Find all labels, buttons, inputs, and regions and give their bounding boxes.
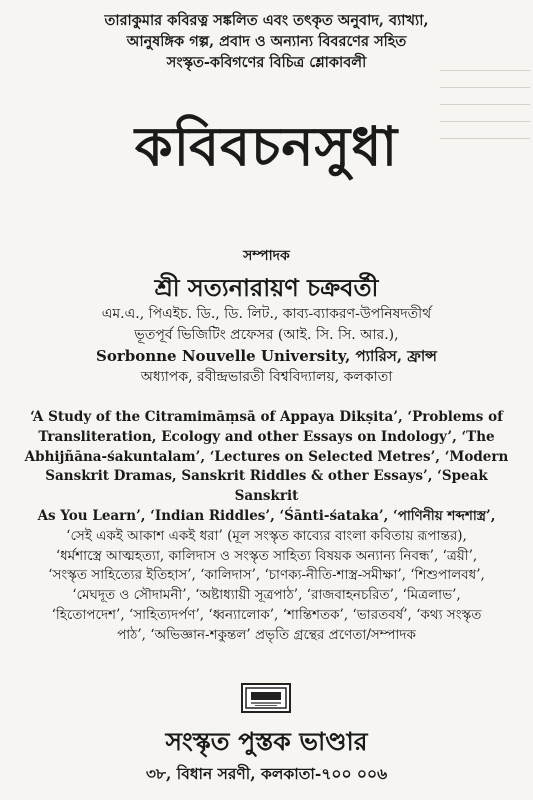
editor-former-post: ভূতপূর্ব ভিজিটিং প্রফেসর (আই. সি. সি. আর.), — [134, 327, 399, 343]
intro-block — [40, 10, 493, 73]
book-title: কবিবচনসুধা — [134, 114, 399, 178]
intro-line-2: আনুষঙ্গিক গল্প, প্রবাদ ও অন্যান্য বিবরণের সহিত — [126, 33, 407, 50]
works-line-1: ‘A Study of the Citramimāṃsā of Appaya Dikṣita’, ‘Problems of — [30, 409, 503, 425]
works-line-11: পাঠ’, ‘অভিজ্ঞান-শকুন্তল’ প্রভৃতি গ্রন্থের প্রণেতা/সম্পাদক — [117, 626, 416, 643]
editor-professor: অধ্যাপক, রবীন্দ্রভারতী বিশ্ববিদ্যালয়, কলকাতা — [140, 369, 393, 385]
works-line-10: ‘হিতোপদেশ’, ‘সাহিত্যদর্পণ’, ‘ধ্বন্যালোক’, ‘শান্তিশতক’, ‘ভারতবর্ষ’, ‘কথ্য সংস্কৃত — [51, 606, 482, 623]
editor-degrees: এম.এ., পিএইচ. ডি., ডি. লিট., কাব্য-ব্যাকরণ-উপনিষদতীর্থ — [101, 306, 432, 322]
intro-line-3: সংস্কৃত-কবিগণের বিচিত্র শ্লোকাবলী — [166, 54, 367, 71]
works-line-6: ‘সেই একই আকাশ একই ধরা’ (মূল সংস্কৃত কাব্যের বাংলা কবিতায় রূপান্তর), — [66, 527, 467, 544]
publisher-address: ৩৮, বিধান সরণী, কলকাতা-৭০০ ০০৬ — [145, 764, 388, 783]
publisher-name: সংস্কৃত পুস্তক ভাণ্ডার — [165, 727, 368, 756]
works-line-4: Sanskrit Dramas, Sanskrit Riddles & other Essays’, ‘Speak Sanskrit — [45, 468, 488, 505]
intro-line-1: তারাকুমার কবিরত্ন সঙ্কলিত এবং তৎকৃত অনুবাদ, ব্যাখ্যা, — [104, 12, 429, 29]
works-line-7: ‘ধর্মশাস্ত্রে আত্মহত্যা, কালিদাস ও সংস্কৃত সাহিত্য বিষয়ক অন্যান্য নিবন্ধ’, ‘ত্রয়ী’, — [55, 547, 478, 564]
works-list — [16, 408, 517, 646]
editor-credentials — [30, 304, 503, 388]
works-line-9: ‘মেঘদূত ও সৌদামনী’, ‘অষ্টাধ্যায়ী সূত্রপাঠ’, ‘রাজবাহনচরিত’, ‘মিত্রলাভ’, — [72, 587, 461, 604]
editor-sorbonne: Sorbonne Nouvelle University, প্যারিস, ফ্রান্স — [96, 347, 437, 365]
works-line-2: Transliteration, Ecology and other Essays on Indology’, ‘The — [38, 428, 495, 445]
works-line-5: As You Learn’, ‘Indian Riddles’, ‘Śānti-śataka’, ‘পাণিনীয় শব্দশাস্ত্র’, — [37, 507, 496, 524]
works-line-8: ‘সংস্কৃত সাহিত্যের ইতিহাস’, ‘কালিদাস’, ‘চাণক্য-নীতি-শাস্ত্র-সমীক্ষা’, ‘শিশুপালবধ’, — [48, 567, 485, 584]
publisher-logo-icon — [241, 683, 291, 713]
editor-name: শ্রী সত্যনারায়ণ চক্রবর্তী — [154, 273, 379, 302]
editor-label: সম্পাদক — [243, 248, 290, 264]
works-line-3: Abhijñāna-śakuntalam’, ‘Lectures on Selected Metres’, ‘Modern — [24, 448, 509, 465]
